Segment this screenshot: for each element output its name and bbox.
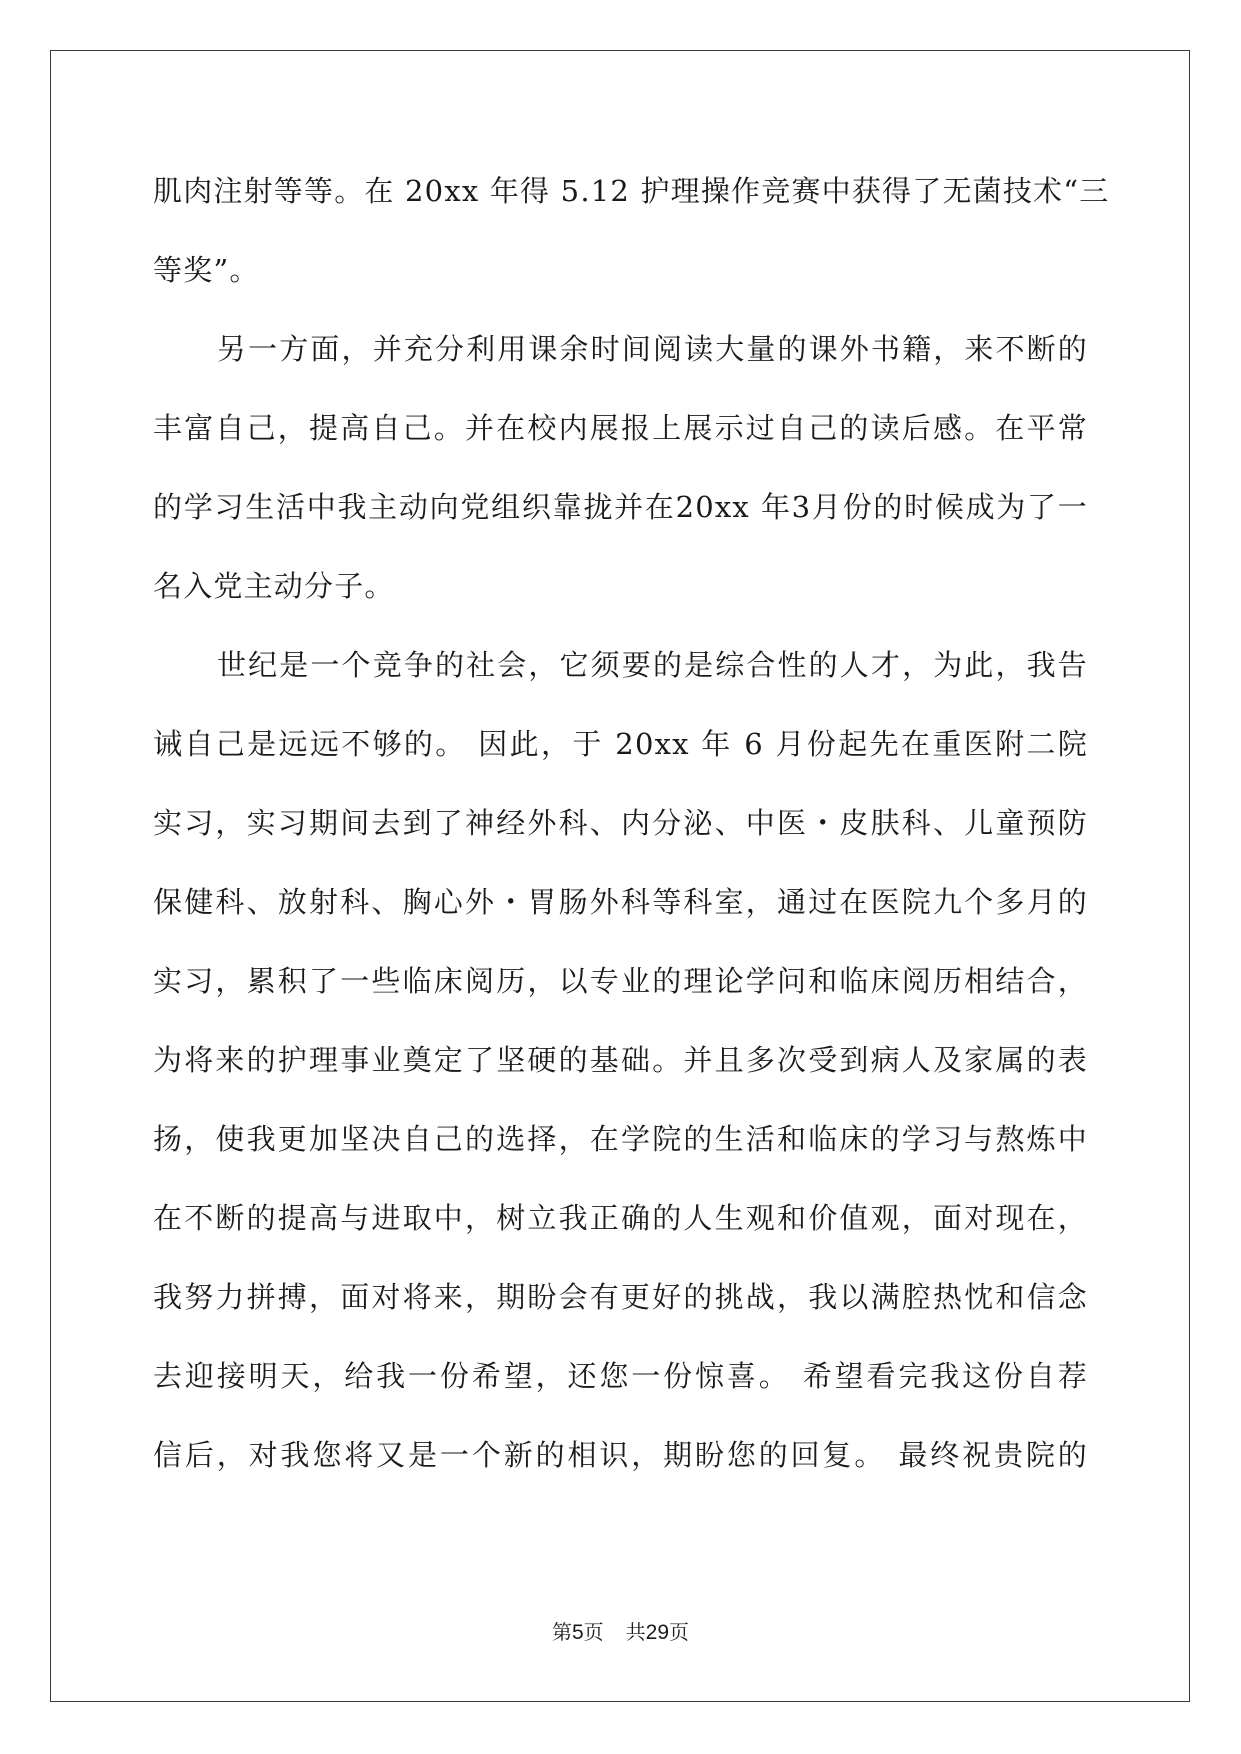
- text-line: 信后，对我您将又是一个新的相识，期盼您的回复。 最终祝贵院的: [153, 1438, 1088, 1472]
- text-line: 实习，累积了一些临床阅历，以专业的理论学问和临床阅历相结合，: [153, 964, 1088, 998]
- text-line: 等奖”。: [153, 253, 260, 287]
- total-label-suffix: 页: [669, 1620, 690, 1644]
- page-footer: [0, 1616, 1241, 1645]
- text-line: 肌肉注射等等。在 20xx 年得 5.12 护理操作竞赛中获得了无菌技术“三: [153, 174, 1110, 208]
- text-line: 的学习生活中我主动向党组织靠拢并在20xx 年3月份的时候成为了一: [153, 490, 1088, 524]
- text-line: 在不断的提高与进取中，树立我正确的人生观和价值观，面对现在，: [153, 1201, 1088, 1235]
- total-pages-number: 29: [645, 1621, 670, 1644]
- paragraph-first-line: 另一方面，并充分利用课余时间阅读大量的课外书籍，来不断的: [217, 332, 1088, 366]
- text-line: 保健科、放射科、胸心外・胃肠外科等科室，通过在医院九个多月的: [153, 885, 1088, 919]
- text-line: 为将来的护理事业奠定了坚硬的基础。并且多次受到病人及家属的表: [153, 1043, 1088, 1077]
- text-line: 丰富自己，提高自己。并在校内展报上展示过自己的读后感。在平常: [153, 411, 1088, 445]
- page-label-suffix: 页: [583, 1620, 604, 1644]
- document-body: [153, 152, 1110, 1495]
- text-line: 实习，实习期间去到了神经外科、内分泌、中医・皮肤科、儿童预防: [153, 806, 1088, 840]
- paragraph-first-line: 世纪是一个竞争的社会，它须要的是综合性的人才，为此，我告: [217, 648, 1088, 682]
- text-line: 诫自己是远远不够的。 因此，于 20xx 年 6 月份起先在重医附二院: [153, 727, 1088, 761]
- text-line: 扬，使我更加坚决自己的选择，在学院的生活和临床的学习与熬炼中: [153, 1122, 1088, 1156]
- total-label-prefix: 共: [625, 1620, 646, 1644]
- text-line: 名入党主动分子。: [153, 569, 395, 603]
- text-line: 我努力拼搏，面对将来，期盼会有更好的挑战，我以满腔热忱和信念: [153, 1280, 1088, 1314]
- current-page-number: 5: [571, 1621, 584, 1644]
- page-label-prefix: 第: [551, 1620, 572, 1644]
- text-line: 去迎接明天，给我一份希望，还您一份惊喜。 希望看完我这份自荐: [153, 1359, 1088, 1393]
